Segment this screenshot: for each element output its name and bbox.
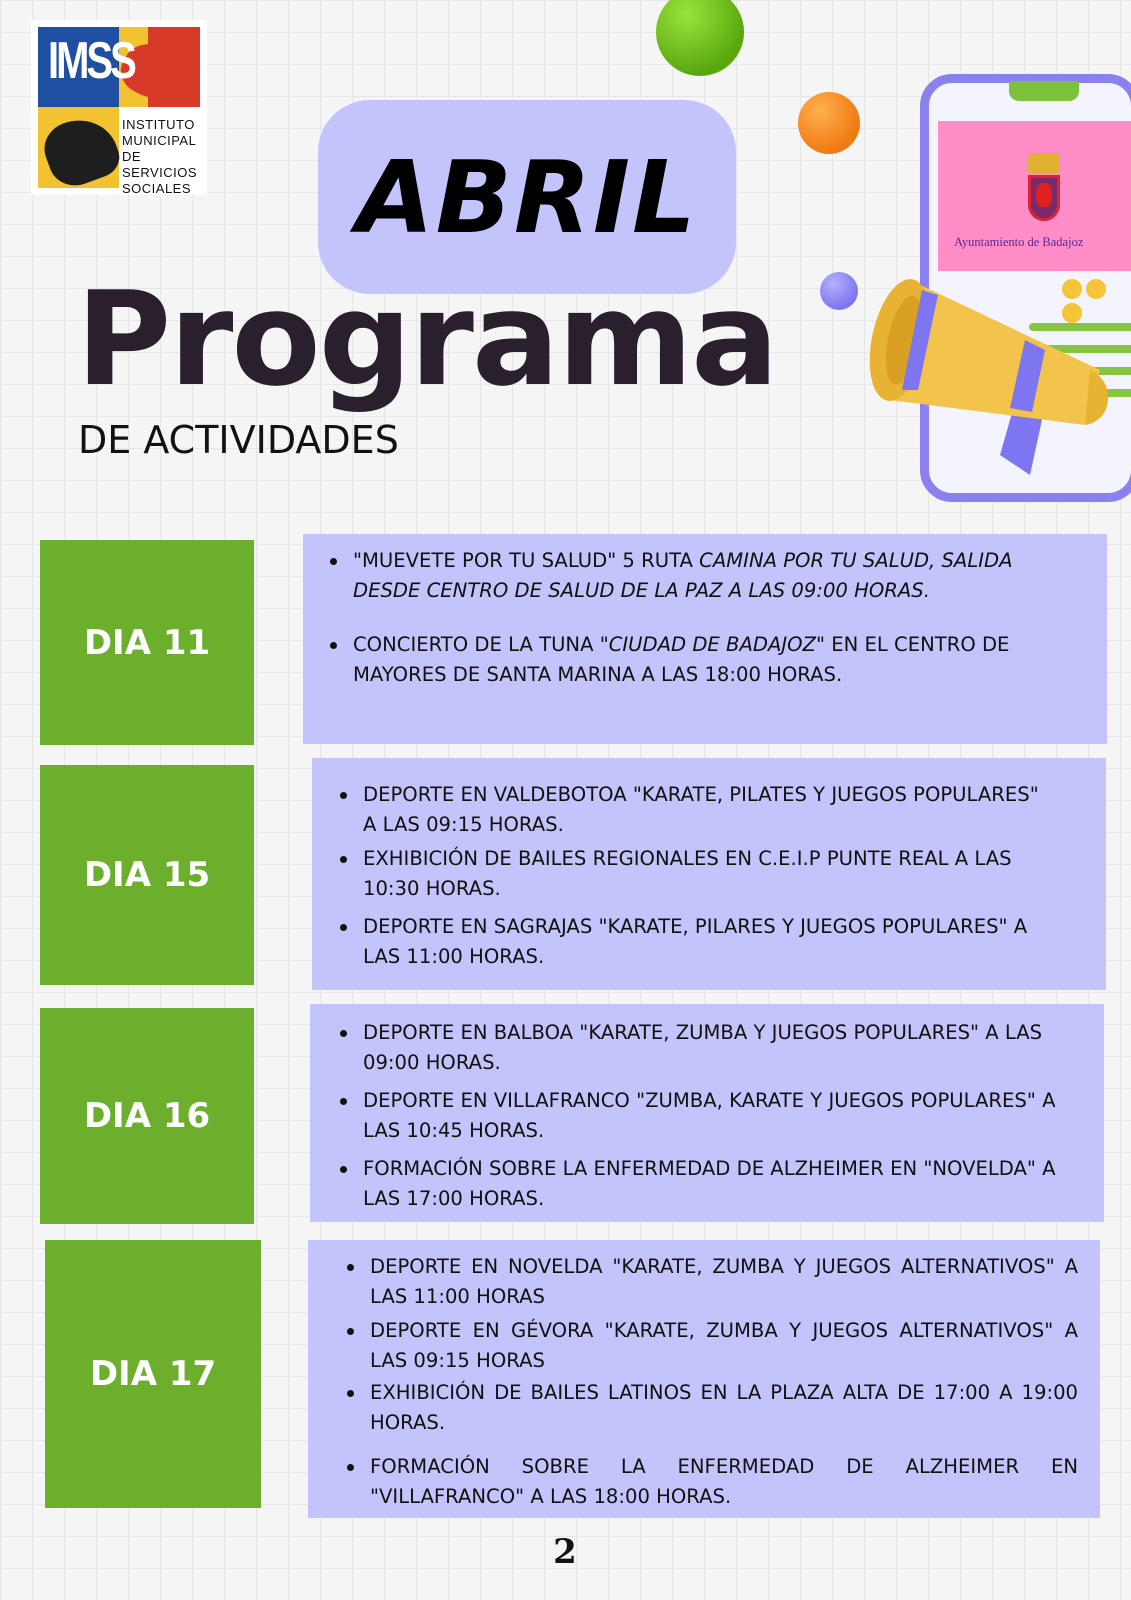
activity-item: EXHIBICIÓN DE BAILES REGIONALES EN C.E.I.P PUNTE REAL A LAS 10:30 HORAS.	[337, 844, 1046, 904]
month-label: ABRIL	[356, 138, 698, 256]
orange-circle-decoration	[798, 92, 860, 154]
page-subtitle: DE ACTIVIDADES	[78, 418, 399, 462]
imss-logo	[31, 20, 207, 195]
activity-item: FORMACIÓN SOBRE LA ENFERMEDAD DE ALZHEIMER EN "VILLAFRANCO" A LAS 18:00 HORAS.	[344, 1452, 1078, 1512]
activity-item: DEPORTE EN VALDEBOTOA "KARATE, PILATES Y JUEGOS POPULARES" A LAS 09:15 HORAS.	[337, 780, 1046, 840]
day-label-17: DIA 17	[45, 1240, 261, 1508]
activity-item: DEPORTE EN SAGRAJAS "KARATE, PILARES Y JUEGOS POPULARES" A LAS 11:00 HORAS.	[337, 912, 1046, 972]
page-number: 2	[553, 1532, 577, 1572]
logo-abbr: IMSS	[48, 32, 134, 90]
day-label-15: DIA 15	[40, 765, 254, 985]
ayuntamiento-label: Ayuntamiento de Badajoz	[954, 235, 1084, 249]
activity-item: "MUEVETE POR TU SALUD" 5 RUTA CAMINA POR TU SALUD, SALIDA DESDE CENTRO DE SALUD DE LA PAZ A LAS 09:00 HORAS.	[327, 546, 1077, 606]
purple-circle-decoration	[820, 272, 858, 310]
activity-item: DEPORTE EN GÉVORA "KARATE, ZUMBA Y JUEGOS ALTERNATIVOS" A LAS 09:15 HORAS	[344, 1316, 1078, 1376]
badajoz-crest-icon	[1024, 153, 1064, 229]
activity-item: DEPORTE EN BALBOA "KARATE, ZUMBA Y JUEGOS POPULARES" A LAS 09:00 HORAS.	[337, 1018, 1084, 1078]
day-16-activities	[310, 1004, 1104, 1222]
activity-item: FORMACIÓN SOBRE LA ENFERMEDAD DE ALZHEIMER EN "NOVELDA" A LAS 17:00 HORAS.	[337, 1154, 1084, 1214]
day-label-16: DIA 16	[40, 1008, 254, 1224]
logo-text: INSTITUTO MUNICIPAL DE SERVICIOS SOCIALES	[122, 117, 198, 196]
day-15-activities	[312, 758, 1106, 990]
activity-item: DEPORTE EN NOVELDA "KARATE, ZUMBA Y JUEGOS ALTERNATIVOS" A LAS 11:00 HORAS	[344, 1252, 1078, 1312]
page-title: Programa	[76, 263, 777, 415]
day-label-11: DIA 11	[40, 540, 254, 745]
activity-item: DEPORTE EN VILLAFRANCO "ZUMBA, KARATE Y JUEGOS POPULARES" A LAS 10:45 HORAS.	[337, 1086, 1084, 1146]
activity-item: CONCIERTO DE LA TUNA "CIUDAD DE BADAJOZ" EN EL CENTRO DE MAYORES DE SANTA MARINA A LAS 18:00 HORAS.	[327, 630, 1077, 690]
green-circle-decoration	[656, 0, 744, 76]
activity-item: EXHIBICIÓN DE BAILES LATINOS EN LA PLAZA ALTA DE 17:00 A 19:00 HORAS.	[344, 1378, 1078, 1438]
megaphone-icon	[860, 220, 1130, 490]
day-11-activities	[303, 534, 1107, 744]
day-17-activities	[308, 1240, 1100, 1518]
